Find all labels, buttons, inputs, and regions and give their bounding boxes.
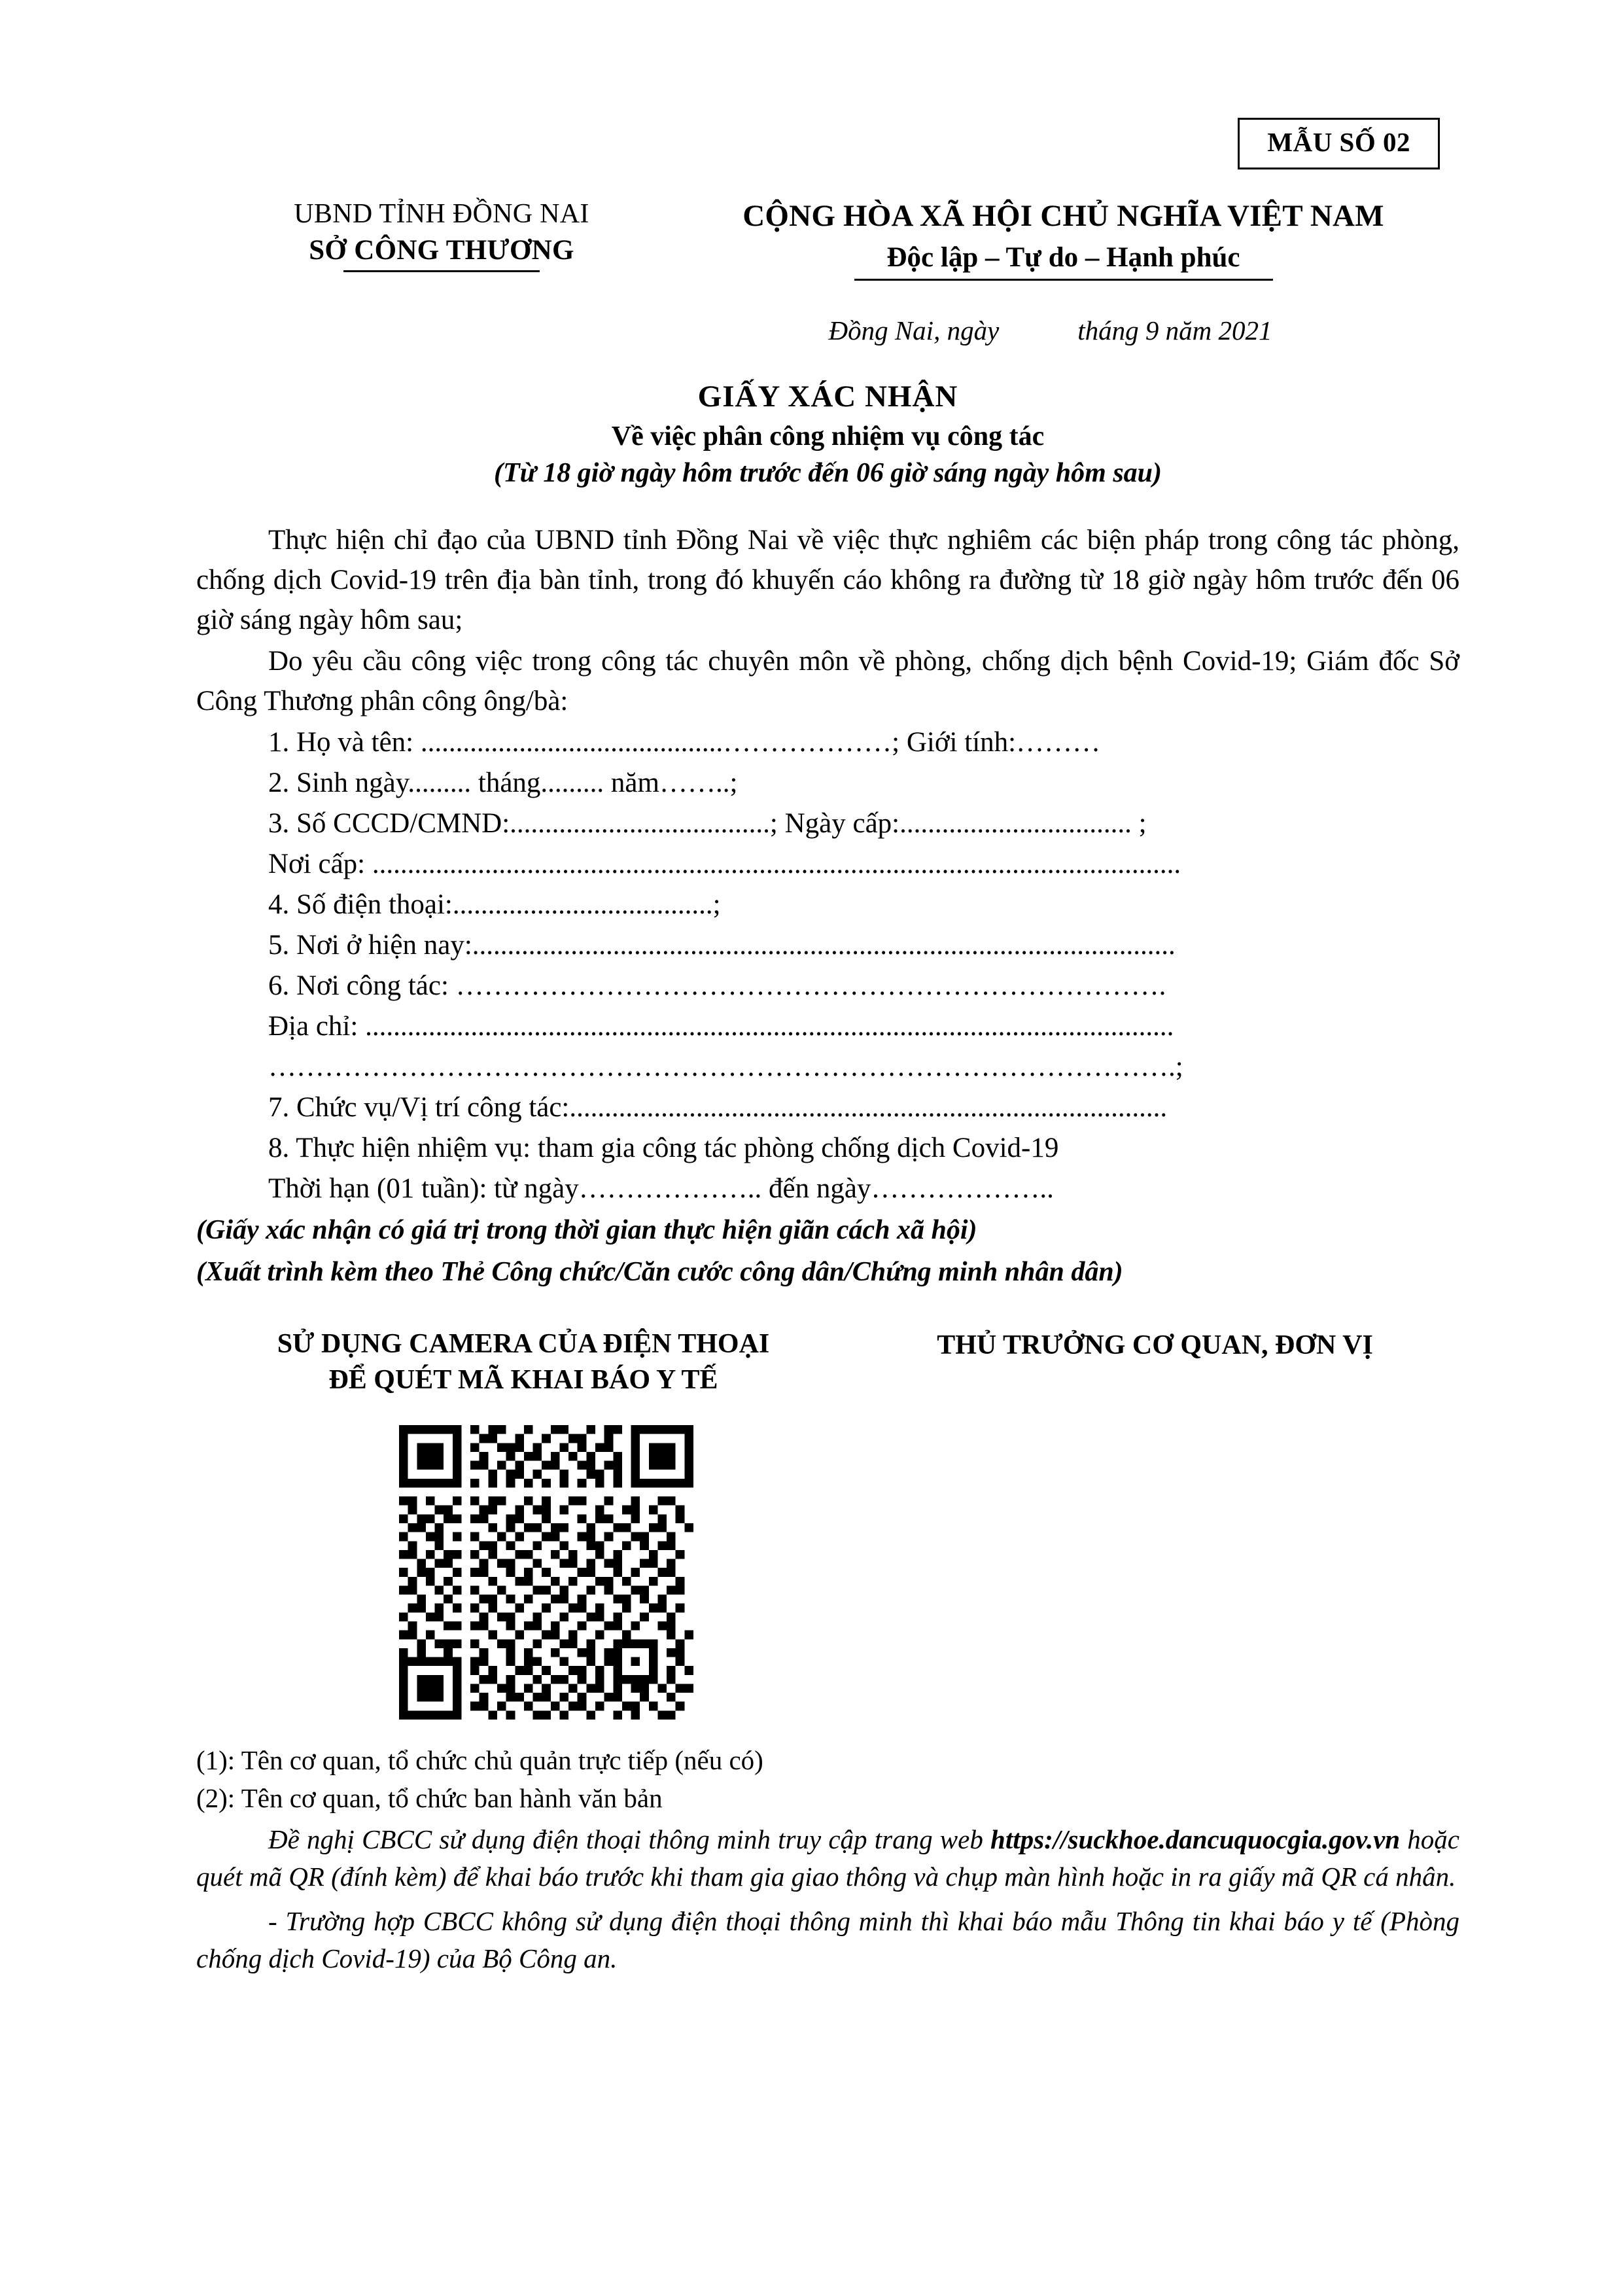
page-title: GIẤY XÁC NHẬN [697,379,958,414]
field-id-issue-place[interactable]: Nơi cấp: ................................................................................................................... [268,849,1181,880]
field-id-number[interactable]: 3. Số CCCD/CMND:.....................................; Ngày cấp:................................. ; [268,807,1147,839]
body-paragraph-2: Do yêu cầu công việc trong công tác chuyên môn về phòng, chống dịch bệnh Covid-19; Giám đốc Sở Công Thương phân công ông/bà: [196,645,1459,716]
footnote-1: (1): Tên cơ quan, tổ chức chủ quản trực tiếp (nếu có) [196,1744,763,1775]
footnote-paragraph-1 [196,1821,1459,1896]
qr-code-icon [360,1425,733,1720]
footnote-paragraph-2: - Trường hợp CBCC không sử dụng điện thoại thông minh thì khai báo mẫu Thông tin khai báo y tế (Phòng chống dịch Covid-19) của Bộ Công an. [196,1905,1459,1973]
signature-title: THỦ TRƯỞNG CƠ QUAN, ĐƠN VỊ [937,1330,1373,1360]
footnotes [196,1742,1486,1978]
field-address[interactable]: Địa chỉ: ................................................................................................................... [268,1011,1174,1042]
camera-instruction-line1: SỬ DỤNG CAMERA CỦA ĐIỆN THOẠI [277,1328,770,1359]
attachment-note: (Xuất trình kèm theo Thẻ Công chức/Căn cước công dân/Chứng minh nhân dân) [196,1257,1123,1288]
date-line [680,315,1446,346]
date-suffix: tháng 9 năm 2021 [1077,315,1272,345]
authority-parent: UBND TỈNH ĐỒNG NAI [294,199,589,229]
validity-note: (Giấy xác nhận có giá trị trong thời gian thực hiện giãn cách xã hội) [196,1215,977,1246]
national-title: CỘNG HÒA XÃ HỘI CHỦ NGHĨA VIỆT NAM [742,199,1384,233]
qr-code-container [196,1425,1486,1720]
title-note: (Từ 18 giờ ngày hôm trước đến 06 giờ sáng ngày hôm sau) [493,457,1162,488]
field-current-residence[interactable]: 5. Nơi ở hiện nay:.................................................................................................... [268,930,1176,961]
issuing-authority [196,197,680,272]
field-birthdate[interactable]: 2. Sinh ngày......... tháng......... năm……..; [268,767,738,798]
field-fullname[interactable]: 1. Họ và tên: ...........................................………………; Giới tính:……… [268,726,1101,758]
field-phone[interactable]: 4. Số điện thoại:.....................................; [268,889,721,921]
footnote-text-after: hoặc quét mã QR (đính kèm) để khai báo trước khi tham gia giao thông và chụp màn hình hoặc in ra giấy mã QR cá nhân. [196,1824,1460,1892]
date-prefix: Đồng Nai, ngày [828,315,1000,345]
footnote-text-before: Đề nghị CBCC sử dụng điện thoại thông minh truy cập trang web [268,1824,991,1854]
form-number-box: MẪU SỐ 02 [1238,118,1440,169]
form-number-row [196,118,1486,169]
field-address-continued[interactable]: …………………………………………………………………………………….; [268,1051,1183,1083]
national-heading [680,197,1486,346]
field-workplace[interactable]: 6. Nơi công tác: …………………………………………………………………. [268,970,1166,1002]
footnote-2: (2): Tên cơ quan, tổ chức ban hành văn bản [196,1783,663,1814]
signature-row [196,1326,1486,1399]
health-declaration-link[interactable]: https://suckhoe.dancuquocgia.gov.vn [990,1824,1401,1854]
camera-instruction [196,1326,850,1399]
authority-underline [343,270,540,272]
field-duration[interactable]: Thời hạn (01 tuần): từ ngày……………….. đến ngày……………….. [268,1173,1054,1205]
title-subtitle: Về việc phân công nhiệm vụ công tác [611,421,1045,451]
body-paragraph-1: Thực hiện chỉ đạo của UBND tỉnh Đồng Nai về việc thực nghiêm các biện pháp trong công tác phòng, chống dịch Covid-19 trên địa bàn tỉnh, trong đó khuyến cáo không ra đường từ 18 giờ ngày hôm trước đến 06 giờ sáng ngày hôm sau; [196,524,1459,635]
field-task: 8. Thực hiện nhiệm vụ: tham gia công tác phòng chống dịch Covid-19 [268,1133,1059,1164]
document-title-block [196,379,1486,489]
document-body [196,520,1486,1292]
field-position[interactable]: 7. Chức vụ/Vị trí công tác:..................................................................................... [268,1092,1168,1123]
national-underline [854,279,1273,281]
national-motto: Độc lập – Tự do – Hạnh phúc [886,241,1240,273]
document-header [196,197,1486,346]
authority-name: SỞ CÔNG THƯƠNG [309,234,574,266]
camera-instruction-line2: ĐỂ QUÉT MÃ KHAI BÁO Y TẾ [328,1365,718,1396]
